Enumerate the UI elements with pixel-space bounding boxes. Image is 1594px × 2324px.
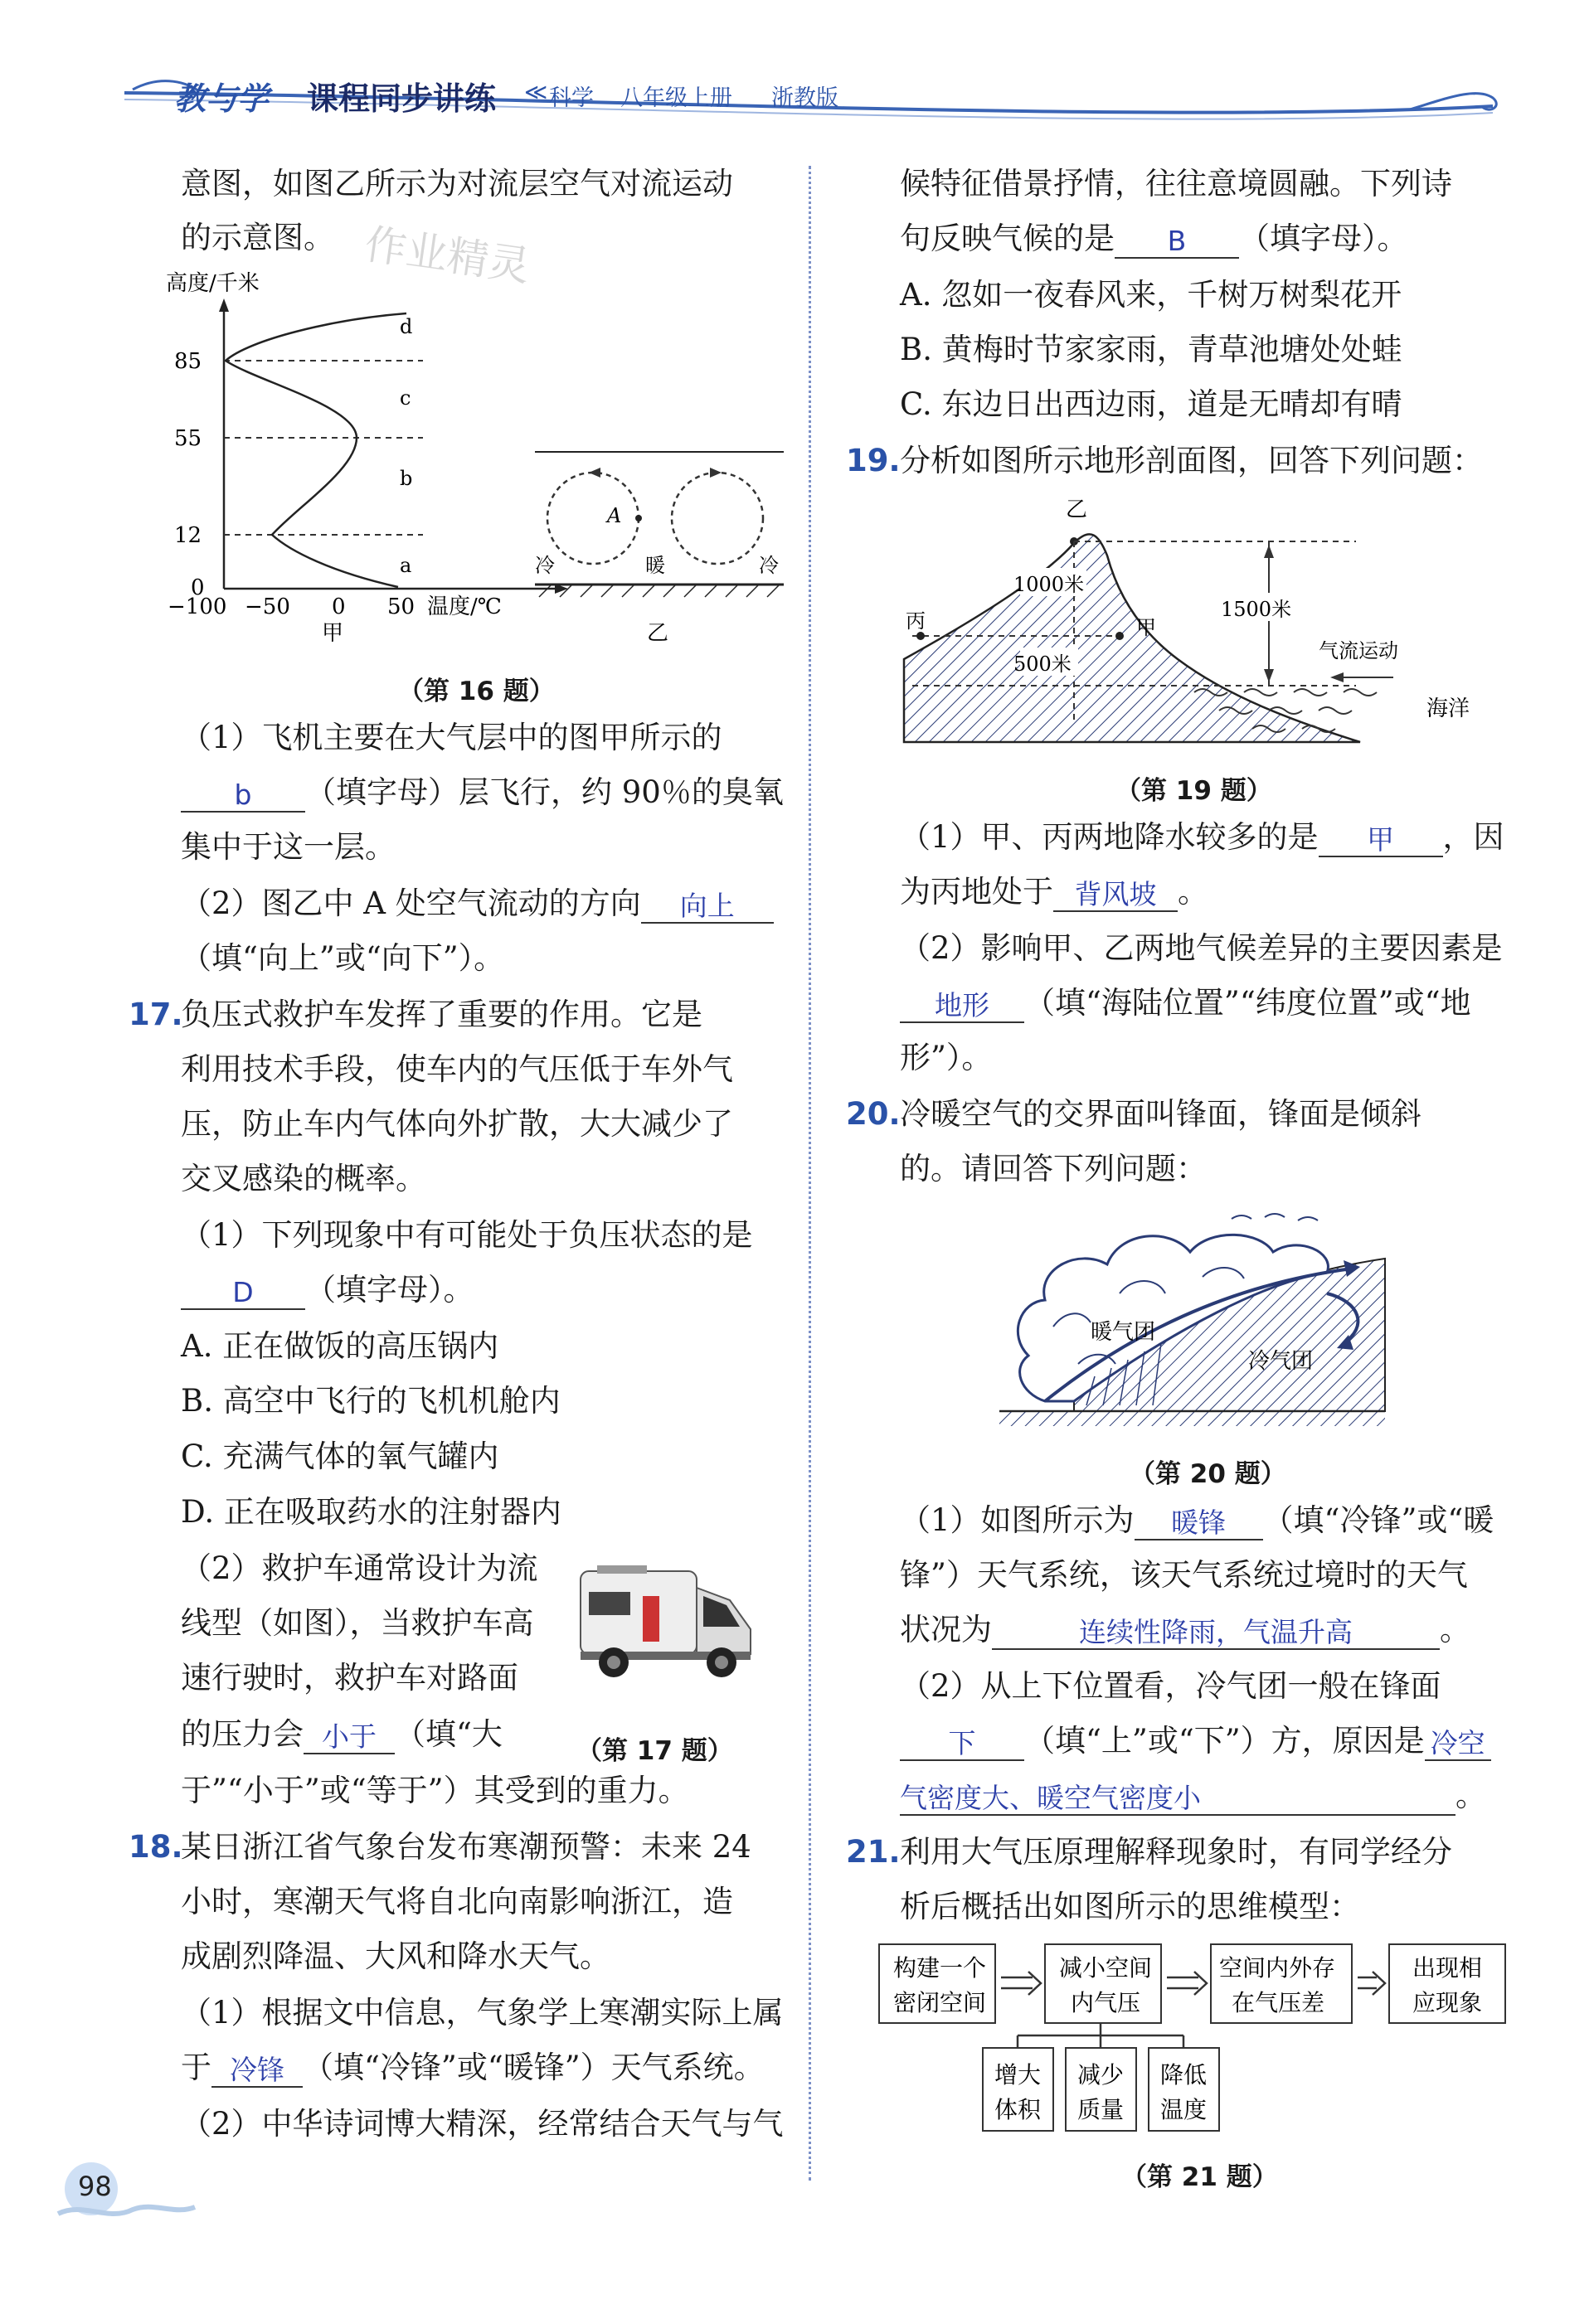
q20-1-answer: 暖锋: [1171, 1506, 1227, 1539]
q18-2-line-1: （2）中华诗词博大精深，经常结合天气与气: [181, 2106, 784, 2142]
q17-1-text: （填字母）。: [305, 1272, 474, 1308]
fig16-x-axis-label: 温度/℃: [427, 594, 502, 619]
fig21-sub2-line1: 减少: [1077, 2061, 1125, 2089]
q20-2-text-b: （填“上”或“下”）方，原因是: [1024, 1723, 1425, 1759]
q16-1-line-1: （1）飞机主要在大气层中的图甲所示的: [181, 720, 722, 755]
header-title: 课程同步讲练: [307, 80, 497, 117]
fig16-layer-a: a: [400, 554, 412, 577]
q19-1-answer2: 背风坡: [1074, 878, 1157, 910]
q20-1-answer2-blank[interactable]: [992, 1612, 1440, 1650]
q17-1-line-2: [181, 1270, 474, 1310]
q16-2-text: （2）图乙中 A 处空气流动的方向: [181, 885, 641, 921]
q18-2-text-b: （填字母）。: [1239, 221, 1408, 256]
figure-16: [149, 265, 804, 655]
q18-2-answer-blank[interactable]: [1115, 221, 1239, 259]
fig16-xtick: 50: [387, 594, 416, 619]
q19-line-1: 分析如图所示地形剖面图，回答下列问题：: [900, 443, 1483, 478]
q20-2-answer: 下: [948, 1727, 976, 1759]
q17-option-c: C. 充满气体的氧气罐内: [181, 1439, 499, 1474]
fig16-layer-c: c: [400, 386, 411, 410]
q20-line-2: 的。请回答下列问题：: [900, 1151, 1207, 1186]
fig16-ytick: 85: [174, 349, 202, 374]
q18-line-1: 某日浙江省气象台发布寒潮预警：未来 24: [181, 1829, 751, 1865]
fig21-sub1-line2: 体积: [994, 2096, 1042, 2123]
fig16-label-jia: 甲: [322, 621, 344, 646]
q18-option-a: A. 忽如一夜春风来，千树万树梨花开: [900, 277, 1402, 313]
q20-2-line-1: （2）从上下位置看，冷气团一般在锋面: [900, 1668, 1441, 1704]
fig21-sub2-line2: 质量: [1077, 2096, 1125, 2123]
fig16-layer-d: d: [400, 315, 413, 338]
fig16-cold-right: 冷: [759, 554, 779, 577]
q16-2-line-1: [181, 884, 774, 924]
q19-2-text-b: （填“海陆位置”“纬度位置”或“地: [1024, 985, 1471, 1021]
q20-1-line-1: [900, 1501, 1494, 1540]
q21-line-1: 利用大气压原理解释现象时，有同学经分: [900, 1834, 1452, 1870]
fig19-airflow: 气流运动: [1319, 639, 1398, 662]
fig16-warm: 暖: [645, 554, 665, 577]
q16-1-text: （填字母）层飞行，约 90％的臭氧: [305, 774, 784, 810]
q17-1-answer: D: [232, 1276, 254, 1308]
fig19-h1500: 1500米: [1221, 598, 1292, 621]
q20-1-answer2: 连续性降雨，气温升高: [1079, 1616, 1353, 1648]
q18-2-text-a: 句反映气候的是: [900, 221, 1115, 256]
intro-line-1: 意图，如图乙所示为对流层空气对流运动: [181, 166, 733, 201]
fig20-warm-air: 暖气团: [1091, 1320, 1156, 1345]
fig16-xtick: −50: [245, 594, 290, 619]
q16-2-answer-blank[interactable]: [641, 885, 774, 924]
fig16-point-a: A: [607, 504, 622, 527]
fig17-caption: （第 17 题）: [576, 1736, 733, 1766]
q17-2-text-b: （填“大: [395, 1716, 503, 1752]
fig21-box2-line1: 减小空间: [1059, 1954, 1153, 1982]
watermark: 作业精灵: [362, 220, 533, 291]
q20-2-answer2b: 气密度大、暖空气密度小: [900, 1782, 1201, 1814]
fig16-xtick: −100: [168, 594, 227, 619]
page-number: 98: [78, 2171, 112, 2202]
fig16-cold-left: 冷: [535, 554, 555, 577]
fig21-sub1-line1: 增大: [994, 2061, 1042, 2089]
q20-2-line-3: [900, 1776, 1486, 1816]
q20-1-text-d: 状况为: [900, 1612, 992, 1647]
q18-cont-line-2: [900, 219, 1408, 259]
q19-number: 19.: [846, 443, 901, 478]
fig16-ytick: 12: [174, 523, 202, 548]
q17-2-line-2: 线型（如图），当救护车高: [181, 1605, 534, 1641]
figure-21: [875, 1940, 1514, 2139]
fig16-xtick: 0: [332, 594, 346, 619]
q18-1-answer: 冷锋: [230, 2054, 284, 2086]
q17-2-line-3: 速行驶时，救护车对路面: [181, 1660, 518, 1696]
q17-option-a: A. 正在做饭的高压锅内: [181, 1328, 499, 1364]
q20-1-text-a: （1）如图所示为: [900, 1502, 1135, 1538]
q18-option-c: C. 东边日出西边雨，道是无晴却有晴: [900, 386, 1402, 422]
q17-2-line-4: [181, 1715, 503, 1754]
fig16-caption: （第 16 题）: [398, 677, 555, 706]
q20-1-text-e: 。: [1440, 1612, 1470, 1647]
q17-2-line-5: 于”“小于”或“等于”）其受到的重力。: [181, 1773, 689, 1808]
q16-1-answer: b: [234, 779, 252, 811]
q18-1-text-b: （填“冷锋”或“暖锋”）天气系统。: [303, 2050, 765, 2085]
q19-1-text-b: ，因: [1442, 819, 1504, 855]
header-grade: 八年级上册: [620, 85, 732, 111]
q17-2-answer: 小于: [322, 1720, 377, 1753]
header-logo: 教与学: [174, 80, 270, 117]
fig19-label-bing: 丙: [906, 609, 926, 633]
q21-number: 21.: [846, 1834, 901, 1870]
fig19-label-jia: 甲: [1136, 616, 1156, 639]
fig21-sub3-line1: 降低: [1160, 2061, 1208, 2089]
q20-number: 20.: [846, 1096, 901, 1132]
fig21-caption: （第 21 题）: [1121, 2162, 1278, 2192]
q20-1-line-2: 锋”）天气系统，该天气系统过境时的天气: [900, 1557, 1468, 1593]
fig19-h1000: 1000米: [1013, 573, 1085, 596]
figure-20: [995, 1202, 1393, 1434]
fig20-cold-air: 冷气团: [1248, 1349, 1314, 1374]
q17-line-2: 利用技术手段，使车内的气压低于车外气: [181, 1051, 733, 1087]
figure-19: [896, 493, 1493, 750]
q16-2-answer: 向上: [679, 890, 735, 922]
q19-2-line-2: [900, 983, 1471, 1023]
q20-2-answer2a: 冷空: [1430, 1727, 1485, 1759]
fig21-sub3-line2: 温度: [1160, 2096, 1208, 2123]
q18-1-line-2: [181, 2048, 765, 2088]
fig21-box4-line1: 出现相: [1412, 1954, 1483, 1982]
fig16-label-yi: 乙: [647, 621, 669, 646]
q18-1-line-1: （1）根据文中信息，气象学上寒潮实际上属: [181, 1995, 784, 2030]
column-divider: [809, 166, 811, 2181]
fig16-y-axis-label: 高度/千米: [166, 271, 260, 296]
page-number-decoration: [50, 2156, 199, 2230]
q19-1-answer2-blank[interactable]: [1053, 874, 1178, 912]
fig19-label-yi: 乙: [1066, 497, 1088, 522]
fig21-box3-line2: 在气压差: [1232, 1989, 1325, 2016]
q18-cont-line-1: 候特征借景抒情，往往意境圆融。下列诗: [900, 166, 1452, 201]
q19-1-text-a: （1）甲、丙两地降水较多的是: [900, 819, 1319, 855]
intro-line-2: 的示意图。: [181, 220, 334, 255]
q18-option-b: B. 黄梅时节家家雨，青草池塘处处蛙: [900, 332, 1402, 367]
ambulance-image: [564, 1550, 771, 1691]
q16-1-line-2: [181, 773, 784, 813]
fig19-ocean: 海洋: [1426, 696, 1470, 721]
fig16-ytick: 0: [191, 575, 205, 600]
q17-line-4: 交叉感染的概率。: [181, 1161, 426, 1196]
q18-line-2: 小时，寒潮天气将自北向南影响浙江，造: [181, 1884, 733, 1919]
q20-1-line-3: [900, 1610, 1470, 1650]
q19-2-answer-blank[interactable]: [900, 985, 1024, 1023]
q20-2-answer2a-blank[interactable]: [1425, 1723, 1491, 1761]
q17-1-answer-blank[interactable]: [181, 1272, 305, 1310]
q17-line-3: 压，防止车内气体向外扩散，大大减少了: [181, 1106, 733, 1142]
q18-2-answer: B: [1167, 225, 1187, 257]
q19-1-answer-blank[interactable]: [1319, 819, 1443, 857]
q17-option-b: B. 高空中飞行的飞机机舱内: [181, 1383, 561, 1419]
q21-line-2: 析后概括出如图所示的思维模型：: [900, 1889, 1360, 1924]
q16-2-line-2: （填“向上”或“向下”）。: [181, 940, 505, 976]
q18-line-3: 成剧烈降温、大风和降水天气。: [181, 1938, 610, 1974]
fig19-h500: 500米: [1013, 653, 1072, 676]
q19-1-text-c: 为丙地处于: [900, 874, 1053, 910]
fig19-caption: （第 19 题）: [1115, 776, 1272, 806]
q20-line-1: 冷暖空气的交界面叫锋面，锋面是倾斜: [900, 1096, 1421, 1132]
q19-2-line-1: （2）影响甲、乙两地气候差异的主要因素是: [900, 930, 1503, 966]
q19-1-line-2: [900, 872, 1208, 912]
q17-option-d: D. 正在吸取药水的注射器内: [181, 1494, 561, 1530]
q17-number: 17.: [129, 997, 183, 1032]
q20-2-answer2b-blank[interactable]: [900, 1778, 1455, 1816]
q19-1-answer: 甲: [1367, 823, 1395, 856]
q20-2-line-2: [900, 1721, 1491, 1761]
fig16-layer-b: b: [400, 467, 413, 490]
header-edition: 浙教版: [771, 85, 838, 111]
q17-2-text-a: 的压力会: [181, 1716, 304, 1752]
q18-1-answer-blank[interactable]: [211, 2050, 303, 2088]
header-subject-sep: ≪: [524, 80, 548, 105]
q19-2-answer: 地形: [935, 989, 989, 1021]
q16-1-line-3: 集中于这一层。: [181, 829, 396, 865]
q19-2-line-3: 形”）。: [900, 1040, 993, 1075]
fig20-caption: （第 20 题）: [1130, 1459, 1286, 1489]
q20-2-text-c: 。: [1455, 1778, 1486, 1813]
q16-1-answer-blank[interactable]: [181, 774, 305, 813]
q18-number: 18.: [129, 1829, 183, 1865]
fig16-ytick: 55: [174, 426, 202, 451]
q17-2-line-1: （2）救护车通常设计为流: [181, 1550, 538, 1586]
fig21-box1-line1: 构建一个: [893, 1954, 987, 1982]
q17-line-1: 负压式救护车发挥了重要的作用。它是: [181, 997, 702, 1032]
fig21-box2-line2: 内气压: [1071, 1989, 1141, 2016]
q17-1-line-1: （1）下列现象中有可能处于负压状态的是: [181, 1217, 753, 1253]
q17-2-answer-blank[interactable]: [304, 1716, 395, 1754]
q19-1-text-d: 。: [1178, 874, 1208, 910]
q20-2-answer-blank[interactable]: [900, 1723, 1024, 1761]
q19-1-line-1: [900, 818, 1504, 857]
q20-1-text-b: （填“冷锋”或“暖: [1262, 1502, 1494, 1538]
header-subject: 科学: [549, 85, 594, 111]
fig21-box3-line1: 空间内外存: [1219, 1954, 1336, 1982]
q18-1-text-a: 于: [181, 2050, 211, 2085]
fig21-box4-line2: 应现象: [1412, 1989, 1483, 2016]
q20-1-answer-blank[interactable]: [1135, 1502, 1263, 1540]
fig21-box1-line2: 密闭空间: [893, 1989, 987, 2016]
